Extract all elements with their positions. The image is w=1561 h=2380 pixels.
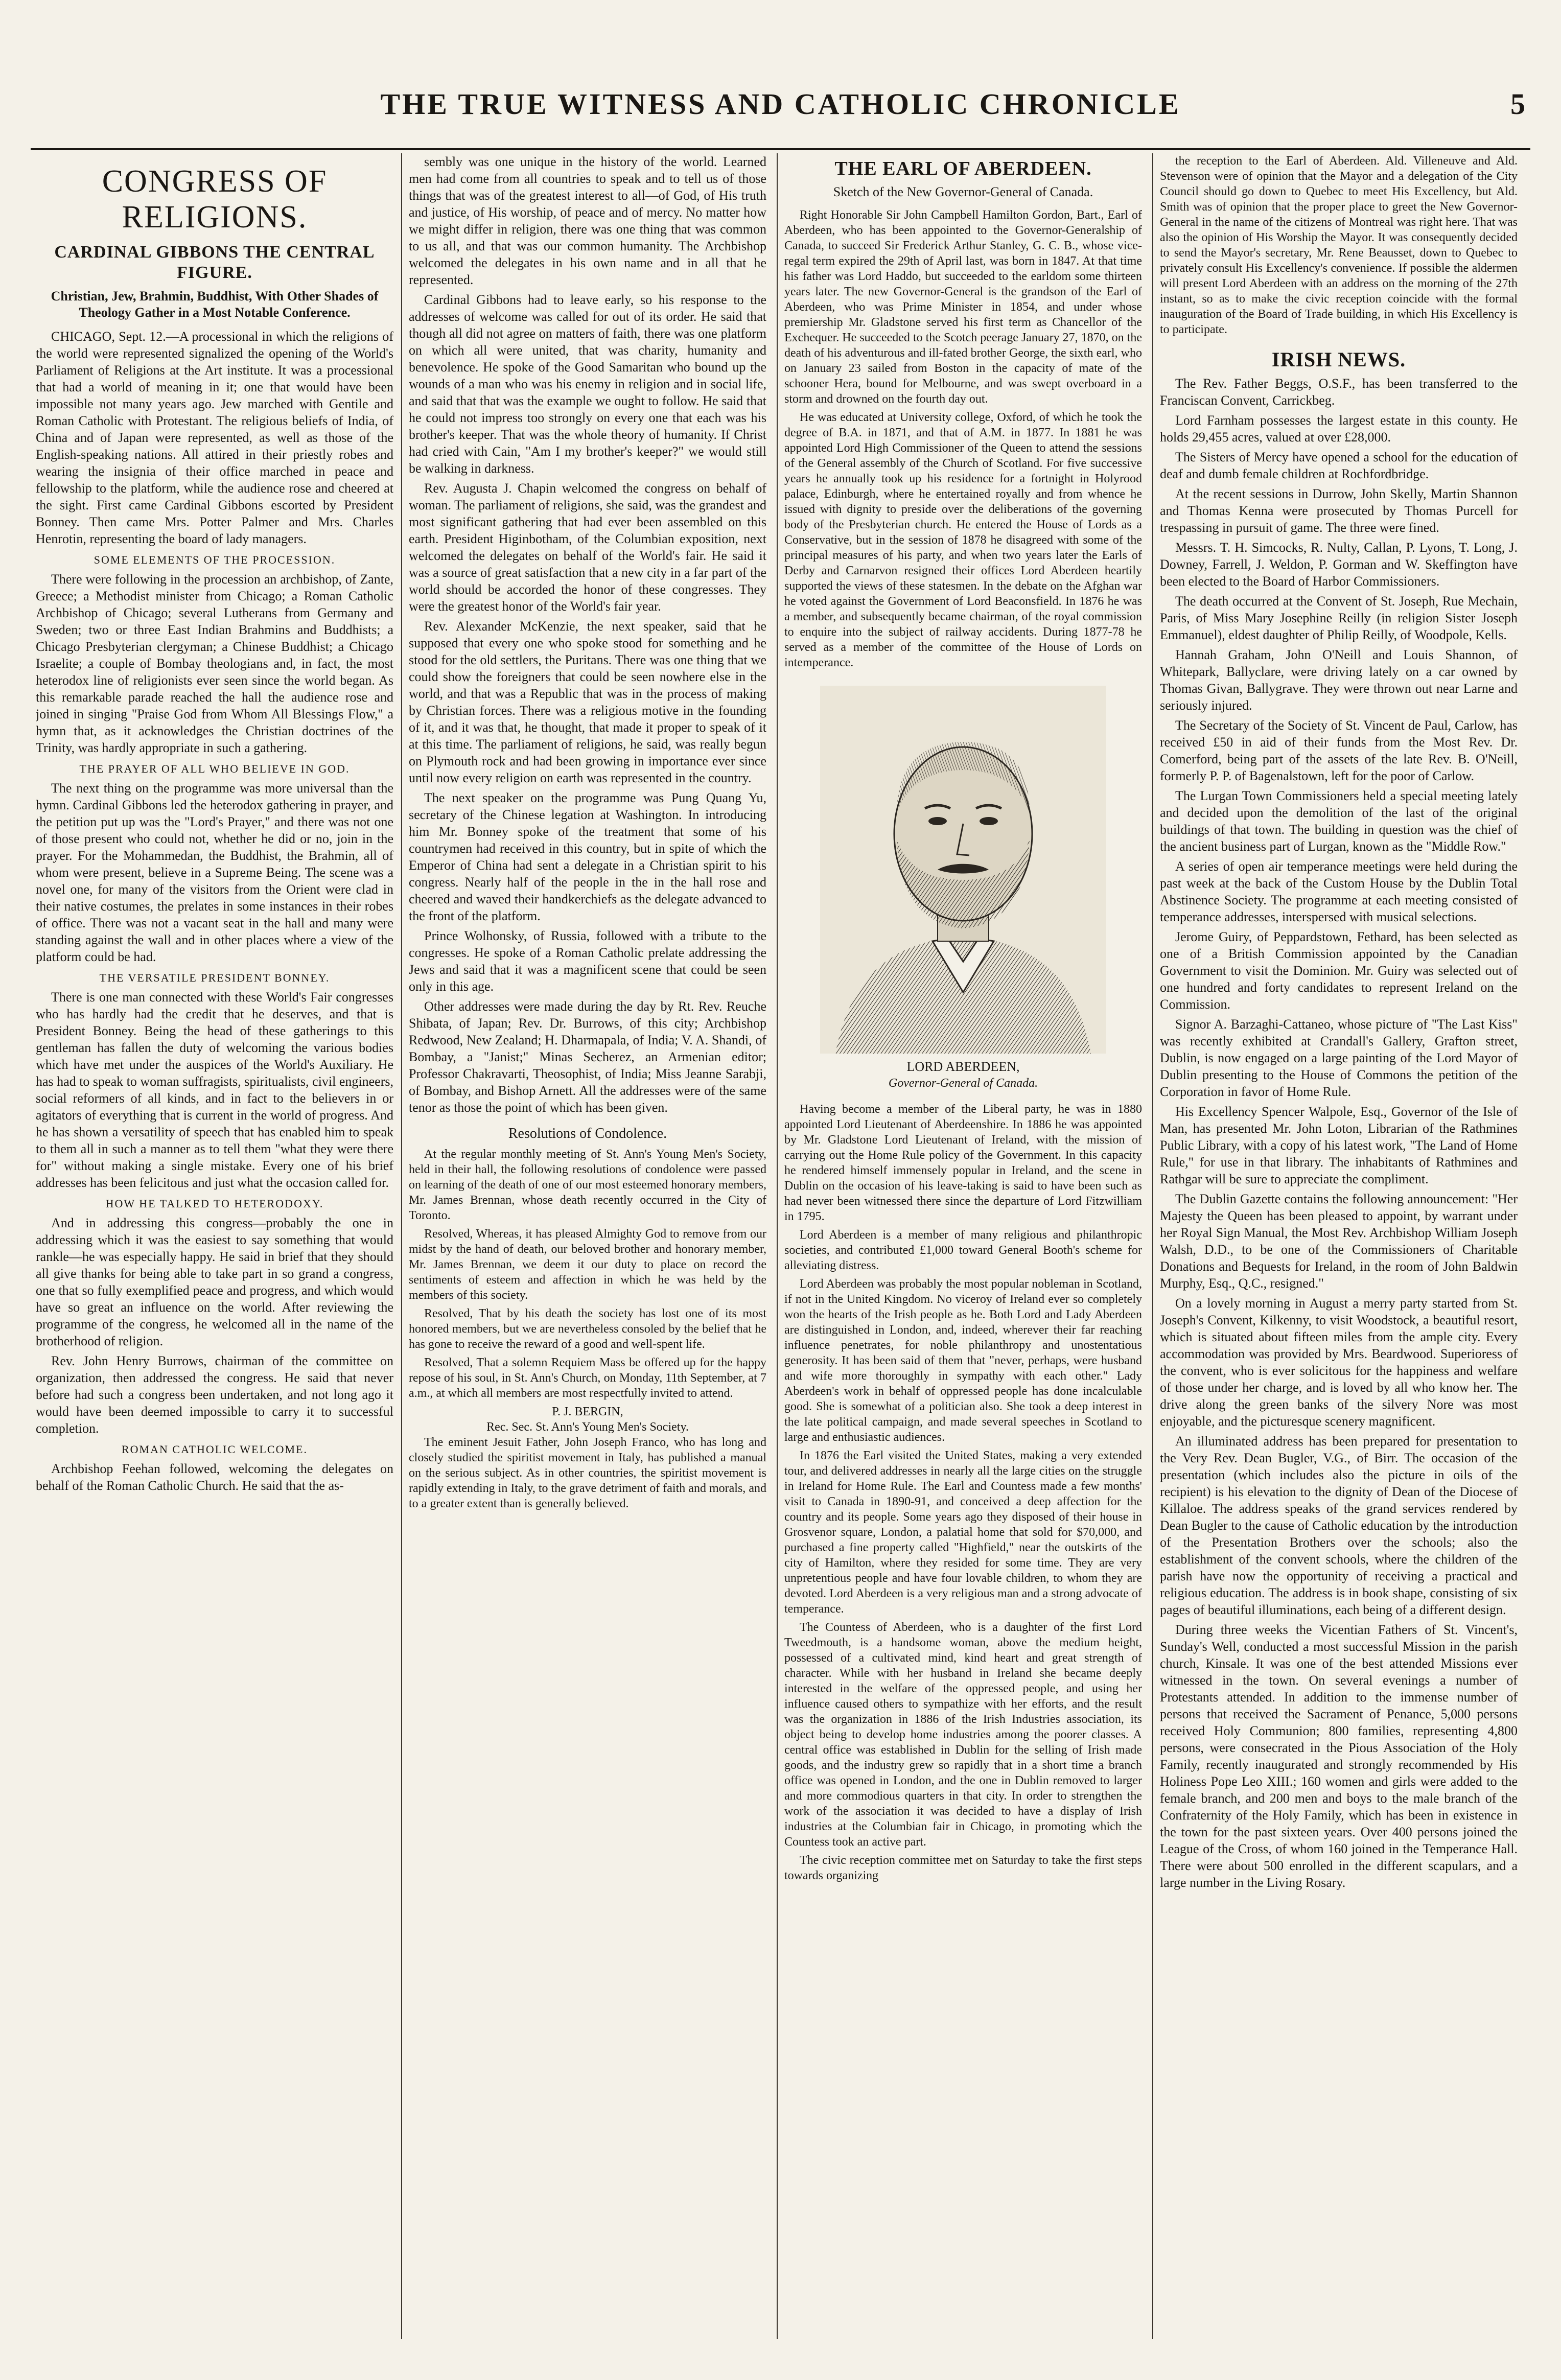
- section-head: THE PRAYER OF ALL WHO BELIEVE IN GOD.: [79, 762, 350, 775]
- article-paragraph: Rev. John Henry Burrows, chairman of the committee on organization, then addressed the congress. He said that never before had such a congress been undertaken, and not long ago it would have been deemed impossible to carry it to successful completion.: [36, 1354, 393, 1436]
- deck-aberdeen: Sketch of the New Governor-General of Canada.: [833, 184, 1093, 199]
- section-head: ROMAN CATHOLIC WELCOME.: [122, 1443, 308, 1456]
- news-item: A series of open air temperance meetings were held during the past week at the back of the Custom House by the Dublin Total Abstinence Society. The programme at each meeting consisted of temperance addresses, interspersed with musical selections.: [1160, 859, 1518, 924]
- article-paragraph: CHICAGO, Sept. 12.—A processional in which the religions of the world were represented signalized the opening of the World's Parliament of Religions at the Art institute. It was a processional that had a world of meaning in it; one that would have been impossible not many years ago. Jew marched with Gentile and Roman Catholic with Protestant. The religious beliefs of India, of China and of Japan were represented, as well as those of the English-speaking nations. All attired in their priestly robes and wearing the insignia of their office marched in peace and fellowship to the platform, while the audience rose and cheered at the sight. First came Cardinal Gibbons escorted by President Bonney. Then came Mrs. Potter Palmer and Mrs. Charles Henrotin, representing the board of lady managers.: [36, 329, 393, 546]
- deck-congress: Christian, Jew, Brahmin, Buddhist, With Other Shades of Theology Gather in a Most Notable Conference.: [51, 289, 379, 320]
- signature-title: Rec. Sec. St. Ann's Young Men's Society.: [486, 1420, 689, 1434]
- news-item: An illuminated address has been prepared for presentation to the Very Rev. Dean Bugler, V.G., of Birr. The occasion of the presentation (which includes also the picture in oils of the recipient) is his elevation to the dignity of Dean of the Diocese of Killaloe. The address speaks of the grand services rendered by Dean Bugler to the cause of Catholic education by the introduction of the Presentation Brothers over the schools; also the establishment of the convent schools, where the children of the parish have now the opportunity of receiving a practical and religious education. The address is in book shape, consisting of six pages of beautiful illuminations, each being of a different design.: [1160, 1434, 1518, 1617]
- article-paragraph: The next speaker on the programme was Pung Quang Yu, secretary of the Chinese legation at Washington. In introducing him Mr. Bonney spoke of the treatment that some of his countrymen had received in this country, but in spite of which the Emperor of China had sent a delegate in a Christian spirit to his congress. Nearly half of the people in the in the hall rose and cheered and waved their handkerchiefs as the delegate advanced to the front of the platform.: [409, 790, 766, 923]
- article-paragraph: In 1876 the Earl visited the United States, making a very extended tour, and delivered addresses in nearly all the large cities on the struggle in Ireland for Home Rule. The Earl and Countess made a few months' visit to Canada in 1890-91, and conceived a deep affection for the country and its people. Some years ago they disposed of their house in Grosvenor square, London, a palatial home that sold for $70,000, and purchased a fine property called "Highfield," near the outskirts of the city of Hamilton, where they resided for some time. They are very unpretentious people and have four lovable children, to whom they are devoted. Lord Aberdeen is a very religious man and a strong advocate of temperance.: [784, 1449, 1142, 1616]
- news-item: His Excellency Spencer Walpole, Esq., Governor of the Isle of Man, has presented Mr. John Loton, Librarian of the Rathmines Public Library, with a copy of his latest work, "The Land of Home Rule," for use in that library. The inhabitants of Rathmines and Rathgar will be sure to appreciate the compliment.: [1160, 1104, 1518, 1186]
- portrait-caption: [784, 1059, 1142, 1091]
- news-item: The Secretary of the Society of St. Vincent de Paul, Carlow, has received £50 in aid of their funds from the Most Rev. Dr. Comerford, being part of the assets of the late Rev. B. O'Neill, formerly P. P. of Bagenalstown, left for the poor of Carlow.: [1160, 718, 1518, 783]
- article-paragraph: Resolved, That by his death the society has lost one of its most honored members, but we are nevertheless consoled by the belief that he has gone to receive the reward of a good and well-spent life.: [409, 1307, 766, 1351]
- article-paragraph: Rev. Augusta J. Chapin welcomed the congress on behalf of woman. The parliament of religions, she said, was the grandest and most significant gathering that had ever been assembled on this earth. President Higinbotham, of the Columbian exposition, next welcomed the delegates on behalf of the World's fair. He said it was a source of great satisfaction that a new city in a far part of the world should be accorded the honor of these congresses. They were the greatest honor of the World's fair year.: [409, 481, 766, 614]
- masthead: [31, 77, 1530, 150]
- article-paragraph: Cardinal Gibbons had to leave early, so his response to the addresses of welcome was called for out of its order. He said that though all did not agree on matters of faith, there was one platform on which all were united, that was charity, humanity and benevolence. He spoke of the Good Samaritan who bound up the wounds of a man who was his enemy in religion and in social life, and said that that was the example we ought to follow. He said that he could not impress too strongly on every one that each was his brother's keeper. That was the whole theory of humanity. If Christ had cried with Cain, "Am I my brother's keeper?" we would still be walking in darkness.: [409, 292, 766, 476]
- news-item: Signor A. Barzaghi-Cattaneo, whose picture of "The Last Kiss" was recently exhibited at Crandall's Gallery, Grafton street, Dublin, is now engaged on a large painting of the Lord Mayor of Dublin presenting to the House of Commons the petition of the Corporation in favor of Home Rule.: [1160, 1017, 1518, 1099]
- news-item: Lord Farnham possesses the largest estate in this county. He holds 29,455 acres, valued at over £28,000.: [1160, 413, 1518, 445]
- portrait-lord-aberdeen: [820, 686, 1106, 1054]
- caption-title: Governor-General of Canada.: [888, 1077, 1038, 1090]
- article-paragraph: Other addresses were made during the day by Rt. Rev. Reuche Shibata, of Japan; Rev. Dr. Burrows, of this city; Archbishop Redwood, New Zealand; H. Dharmapala, of India; V. A. Shandi, of Bombay, a "Janist;" Minas Secherez, an Armenian editor; Professor Chakravarti, Theosophist, of India; Miss Jeanne Sarabji, of Bombay, and Bishop Arnett. All the addresses were of the same tenor as those the point of which has been given.: [409, 999, 766, 1115]
- article-paragraph: And in addressing this congress—probably the one in addressing which it was the easiest to say something that would rankle—he was especially happy. He said in brief that they should all give thanks for being able to take part in so grand a congress, one that so fully exemplified peace and progress, and which would have so great an influence on the world. After reviewing the programme of the congress, he welcomed all in the name of the brotherhood of religion.: [36, 1216, 393, 1348]
- engraved-portrait-icon: [820, 686, 1106, 1054]
- resolutions-heading: Resolutions of Condolence.: [508, 1126, 667, 1141]
- news-item: Hannah Graham, John O'Neill and Louis Shannon, of Whitepark, Ballyclare, were driving lately on a car owned by Thomas Givan, Ballygrave. They were thrown out near Larne and seriously injured.: [1160, 647, 1518, 713]
- article-paragraph: Having become a member of the Liberal party, he was in 1880 appointed Lord Lieutenant of Aberdeenshire. In 1886 he was appointed by Mr. Gladstone Lord Lieutenant of Ireland, with the mission of carrying out the Home Rule policy of the Government. In this capacity he rendered himself immensely popular in Ireland, and the scene in Dublin on the occasion of his leave-taking is said to have been such as had never been witnessed there since the departure of Lord Fitzwilliam in 1795.: [784, 1103, 1142, 1223]
- article-paragraph: Rev. Alexander McKenzie, the next speaker, said that he supposed that every one who spoke stood for something and he stood for the old settlers, the Puritans. There was one thing that we could show the foreigners that could be seen nowhere else in the world, and that was a Republic that was in the process of making by Christian forces. There was a religious motive in the founding of it, and it was that, he thought, that made it proper to speak of it at this time. The parliament of religions, he said, was really begun on Plymouth rock and had been growing in importance ever since until now every religion on earth was represented in the country.: [409, 619, 766, 785]
- news-item: The Lurgan Town Commissioners held a special meeting lately and decided upon the demolition of the last of the original buildings of that town. The building in question was the chief of the ancient business part of Lurgan, known as the "Middle Row.": [1160, 788, 1518, 854]
- page-number: 5: [1510, 87, 1525, 121]
- news-item: The Sisters of Mercy have opened a school for the education of deaf and dumb female children at Rochfordbridge.: [1160, 450, 1518, 481]
- article-paragraph: Resolved, Whereas, it has pleased Almighty God to remove from our midst by the hand of death, our beloved brother and honorary member, Mr. James Brennan, we deem it our duty to place on record the sentiments of esteem and affection in which he was held by the members of this society.: [409, 1227, 766, 1302]
- article-paragraph: the reception to the Earl of Aberdeen. Ald. Villeneuve and Ald. Stevenson were of opinion that the Mayor and a delegation of the City Council should go down to Quebec to meet His Excellency, but Ald. Smith was of opinion that the proper place to greet the New Governor-General in the name of the citizens of Montreal was right here. That was also the opinion of His Worship the Mayor. It was consequently decided to send the Mayor's secretary, Mr. Rene Beausset, down to Quebec to privately consult His Excellency's convenience. If possible the aldermen will present Lord Aberdeen with an address on the morning of the 27th instant, so as to make the civic reception coincide with the formal inauguration of the Board of Trade building, in which His Excellency is to participate.: [1160, 154, 1518, 336]
- article-paragraph: At the regular monthly meeting of St. Ann's Young Men's Society, held in their hall, the following resolutions of condolence were passed on learning of the death of one of our most esteemed honorary members, Mr. James Brennan, whose death recently occurred in the City of Toronto.: [409, 1148, 766, 1222]
- headline-aberdeen: THE EARL OF ABERDEEN.: [834, 158, 1092, 179]
- article-paragraph: Lord Aberdeen is a member of many religious and philanthropic societies, and contributed £1,000 toward General Booth's scheme for alleviating distress.: [784, 1228, 1142, 1272]
- column-rule: [401, 153, 402, 2339]
- news-item: The Dublin Gazette contains the following announcement: "Her Majesty the Queen has been pleased to appoint, by warrant under her Royal Sign Manual, the Most Rev. Archbishop William Joseph Walsh, D.D., to be one of the Commissioners of Charitable Donations and Bequests for Ireland, in the room of John Baldwin Murphy, Esq., Q.C., resigned.": [1160, 1192, 1518, 1291]
- column-2: [409, 153, 766, 2339]
- headline-congress: CONGRESS OF RELIGIONS.: [102, 164, 328, 235]
- section-head: SOME ELEMENTS OF THE PROCESSION.: [94, 553, 336, 566]
- article-paragraph: There were following in the procession an archbishop, of Zante, Greece; a Methodist minister from Chicago; a Roman Catholic Archbishop of Chicago; several Lutherans from Germany and Sweden; two or three East Indian Brahmins and Buddhists; a Chicago Presbyterian clergyman; a Chinese Buddhist; a Chicago Israelite; a couple of Bombay theologians and, in fact, the most heterodox line of religionists ever seen since the world began. As this remarkable parade reached the hall the audience rose and joined in singing "Praise God from Whom All Blessings Flow," a hymn that, as it acknowledges the Christian doctrines of the Trinity, was hardly appropriate in such a gathering.: [36, 572, 393, 755]
- news-item: At the recent sessions in Durrow, John Skelly, Martin Shannon and Thomas Kenna were prosecuted by Thomas Purcell for trespassing in pursuit of game. The three were fined.: [1160, 486, 1518, 535]
- column-rule: [777, 153, 778, 2339]
- headline-irish-news: IRISH NEWS.: [1271, 348, 1406, 371]
- subhead-gibbons: CARDINAL GIBBONS THE CENTRAL FIGURE.: [54, 243, 375, 282]
- newspaper-title: THE TRUE WITNESS AND CATHOLIC CHRONICLE: [380, 87, 1181, 121]
- column-3: [784, 153, 1142, 2339]
- column-4: [1160, 153, 1518, 2339]
- article-paragraph: The civic reception committee met on Saturday to take the first steps towards organizing: [784, 1854, 1142, 1882]
- news-item: The Rev. Father Beggs, O.S.F., has been transferred to the Franciscan Convent, Carrickbeg.: [1160, 376, 1518, 408]
- article-paragraph: Resolved, That a solemn Requiem Mass be offered up for the happy repose of his soul, in St. Ann's Church, on Monday, 11th September, at 7 a.m., at which all members are most respectfully invited to attend.: [409, 1356, 766, 1400]
- article-paragraph: The eminent Jesuit Father, John Joseph Franco, who has long and closely studied the spiritist movement in Italy, has published a manual on the serious subject. As in other countries, the spiritist movement is rapidly extending in Italy, to the grave detriment of faith and morals, and to a greater extent than is generally believed.: [409, 1436, 766, 1510]
- article-paragraph: Archbishop Feehan followed, welcoming the delegates on behalf of the Roman Catholic Church. He said that the as-: [36, 1461, 393, 1493]
- news-item: Jerome Guiry, of Peppardstown, Fethard, has been selected as one of a British Commission appointed by the Canadian Government to visit the Dominion. Mr. Guiry was selected out of one hundred and forty candidates to represent Ireland on the Commission.: [1160, 929, 1518, 1012]
- section-head: HOW HE TALKED TO HETERODOXY.: [105, 1197, 324, 1210]
- article-paragraph: He was educated at University college, Oxford, of which he took the degree of B.A. in 1871, and that of A.M. in 1877. In 1881 he was appointed Lord High Commissioner of the Queen to attend the sessions of the General assembly of the Church of Scotland. For five successive years he annually took up his residence for a fortnight in Holyrood palace, Edinburgh, where he entertained royally and from whence he issued with dignity to preside over the deliberations of the governing body of the Presbyterian church. He entered the House of Lords as a Conservative, but in the session of 1878 he disagreed with some of the principal measures of his party, and when two years later the Earls of Derby and Carnarvon resigned their offices Lord Aberdeen heartily supported the views of these statesmen. In the debate on the Afghan war he voted against the Government of Lord Beaconsfield. In 1876 he was a member, and subsequently became chairman, of the royal commission to enquire into the subject of railway accidents. During 1877-78 he served as a member of the committee of the House of Lords on intemperance.: [784, 411, 1142, 669]
- article-paragraph: The next thing on the programme was more universal than the hymn. Cardinal Gibbons led the heterodox gathering in prayer, and the petition put up was the "Lord's Prayer," and there was not one of those present who could not, whether he did or no, join in the prayer. For the Mohammedan, the Buddhist, the Brahmin, all of whom were present, believe in a Supreme Being. The scene was a novel one, for many of the visitors from the Orient were clad in their native costumes, the prelates in some instances in their robes of office. There was not a vacant seat in the hall and many were standing against the wall and in other places where a view of the platform could be had.: [36, 781, 393, 964]
- news-item: Messrs. T. H. Simcocks, R. Nulty, Callan, P. Lyons, T. Long, J. Downey, Farrell, J. Weldon, P. Gorman and W. Skeffington have been elected to the Board of Harbor Commissioners.: [1160, 540, 1518, 589]
- news-item: On a lovely morning in August a merry party started from St. Joseph's Convent, Kilkenny, to visit Woodstock, a beautiful resort, which is situated about fifteen miles from the ample city. Every accommodation was provided by Mrs. Beardwood. Superioress of the convent, who is ever solicitous for the happiness and welfare of those under her charge, and is loved by all who know her. The drive along the green banks of the silvery Nore was most enjoyable, and the picturesque scenery magnificent.: [1160, 1296, 1518, 1429]
- signature-name: P. J. BERGIN,: [552, 1405, 623, 1418]
- news-item: During three weeks the Vicentian Fathers of St. Vincent's, Sunday's Well, conducted a most successful Mission in the parish church, Kinsale. It was one of the best attended Missions ever witnessed in the town. On several evenings a number of Protestants attended. In addition to the immense number of persons that received the Sacrament of Penance, 5,000 persons received Holy Communion; 800 families, representing 4,800 persons, were consecrated in the Pious Association of the Holy Family, recently inaugurated and strongly recommended by His Holiness Pope Leo XIII.; 160 women and girls were added to the female branch, and 200 men and boys to the male branch of the Confraternity of the Holy Family, which has been in existence in the town for the past sixteen years. Over 400 persons joined the League of the Cross, of whom 160 joined in the Temperance Hall. There were about 500 enrolled in the different scapulars, and a large number in the Living Rosary.: [1160, 1622, 1518, 1890]
- section-head: THE VERSATILE PRESIDENT BONNEY.: [99, 971, 330, 984]
- article-paragraph: The Countess of Aberdeen, who is a daughter of the first Lord Tweedmouth, is a handsome woman, above the medium height, possessed of a cultivated mind, kind heart and great strength of character. While with her husband in Ireland she became deeply interested in the welfare of the oppressed people, and using her influence caused others to sympathize with her efforts, and the result was the organization in 1886 of the Irish Industries association, its object being to develop home industries among the poorer classes. A central office was established in Dublin for the selling of Irish made goods, and the industry grew so rapidly that in a short time a branch office was opened in London, and the one in Dublin removed to larger and more commodious quarters in that city. In order to strengthen the work of the association it was decided to have a display of Irish industries at the Columbian fair in Chicago, in promoting which the Countess took an active part.: [784, 1621, 1142, 1849]
- article-paragraph: sembly was one unique in the history of the world. Learned men had come from all countries to speak and to tell us of those things that was of the greatest interest to all—of God, of His truth and justice, of His worship, of peace and of mercy. No matter how we might differ in religion, there was one thing that was common to us all, and that was our common humanity. The Archbishop welcomed the delegates in his own name and in all that he represented.: [409, 154, 766, 287]
- article-paragraph: There is one man connected with these World's Fair congresses who has hardly had the credit that he deserves, and that is President Bonney. Being the head of these gatherings to this gentleman has fallen the duty of welcoming the various bodies which have met under the auspices of the World's Auxiliary. He has had to speak to woman suffragists, spiritualists, civil engineers, social reformers of all kinds, and in fact to the believers in or agitators of everything that is current in the world of progress. And he has shown a versatility of speech that has enabled him to speak to them all in such a manner as to tell them "what they were there for" without making a single mistake. Every one of his brief addresses has been felicitous and just what the occasion called for.: [36, 990, 393, 1190]
- column-1: [36, 153, 393, 2339]
- article-paragraph: Lord Aberdeen was probably the most popular nobleman in Scotland, if not in the United Kingdom. No viceroy of Ireland ever so completely won the hearts of the Irish people as he. Both Lord and Lady Aberdeen are distinguished in London, and, indeed, wherever their far reaching influence penetrates, for noble philanthropy and unostentatious generosity. It has been said of them that "never, perhaps, were husband and wife more thoroughly in sympathy with each other." Lady Aberdeen's work in behalf of oppressed people has done incalculable good. She is somewhat of a politician also. She took a deep interest in the late political campaign, and made several speeches in Scotland to large and enthusiastic audiences.: [784, 1277, 1142, 1444]
- article-paragraph: Prince Wolhonsky, of Russia, followed with a tribute to the congresses. He spoke of a Roman Catholic prelate addressing the Jews and said that it was a magnificent scene that could be seen only in this age.: [409, 928, 766, 994]
- column-rule: [1152, 153, 1153, 2339]
- news-item: The death occurred at the Convent of St. Joseph, Rue Mechain, Paris, of Miss Mary Josephine Reilly (in religion Sister Joseph Emmanuel), eldest daughter of Philip Reilly, of Woodpole, Kells.: [1160, 594, 1518, 642]
- caption-name: LORD ABERDEEN,: [906, 1059, 1020, 1074]
- article-paragraph: Right Honorable Sir John Campbell Hamilton Gordon, Bart., Earl of Aberdeen, who has been appointed to the Governor-Generalship of Canada, to succeed Sir Frederick Arthur Stanley, G. C. B., whose vice-regal term expired the 29th of April last, was born in 1847. At that time his father was Lord Haddo, but succeeded to the earldom some thirteen years later. The new Governor-General is the grandson of the Earl of Aberdeen, who was Prime Minister in 1854, and under whose premiership Mr. Gladstone served his first term as Chancellor of the Exchequer. He succeeded to the Scotch peerage January 27, 1870, on the death of his adventurous and ill-fated brother George, the sixth earl, who on January 23 sailed from Boston in the capacity of mate of the schooner Hera, bound for Melbourne, and was swept overboard in a storm and drowned on the fourth day out.: [784, 208, 1142, 406]
